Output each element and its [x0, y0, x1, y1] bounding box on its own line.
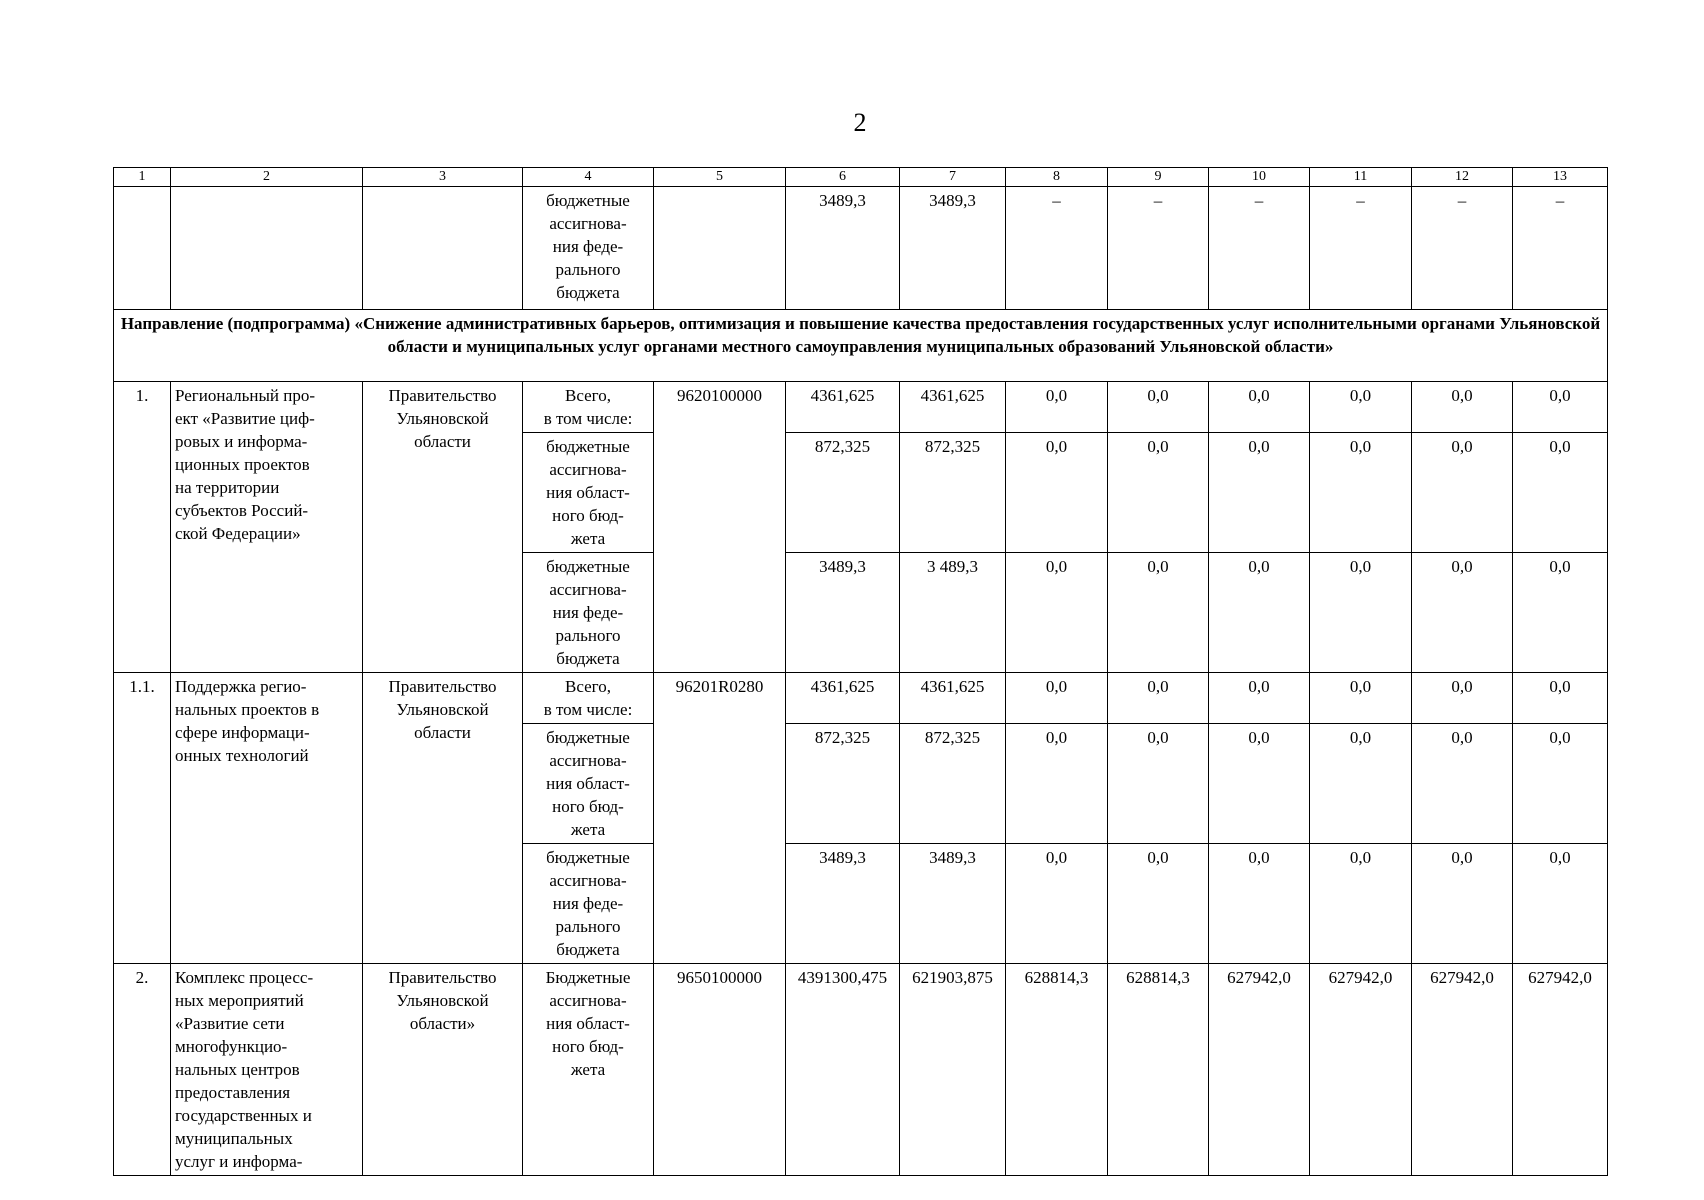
funding-source: бюджетные ассигнова- ния област- ного бюд- жета: [523, 724, 654, 844]
value-cell: 0,0: [1108, 673, 1209, 724]
table-row: [114, 187, 1608, 310]
value-cell: 0,0: [1310, 382, 1412, 433]
value-cell: 0,0: [1006, 673, 1108, 724]
value-cell: 0,0: [1513, 382, 1608, 433]
empty-cell: [171, 187, 363, 310]
value-cell: 4361,625: [900, 382, 1006, 433]
funding-source: бюджетные ассигнова- ния област- ного бюд- жета: [523, 433, 654, 553]
value-cell: 0,0: [1310, 433, 1412, 553]
value-cell: 628814,3: [1006, 964, 1108, 1176]
row-number: 1.: [114, 382, 171, 673]
value-cell: 0,0: [1108, 433, 1209, 553]
item-name: Комплекс процесс- ных мероприятий «Развитие сети многофункцио- нальных центров предоставления государственных и муниципальных услуг и информа-: [171, 964, 363, 1176]
value-cell: 872,325: [900, 433, 1006, 553]
value-cell: 0,0: [1513, 673, 1608, 724]
column-header: 12: [1412, 168, 1513, 187]
value-cell: 0,0: [1108, 724, 1209, 844]
value-cell: 0,0: [1412, 673, 1513, 724]
section-row: [114, 310, 1608, 382]
value-cell: 3489,3: [786, 844, 900, 964]
column-header: 7: [900, 168, 1006, 187]
value-cell: 4391300,475: [786, 964, 900, 1176]
value-cell: 4361,625: [900, 673, 1006, 724]
column-numbers-row: [114, 168, 1608, 187]
executor: Правительство Ульяновской области»: [363, 964, 523, 1176]
value-cell: –: [1006, 187, 1108, 310]
value-cell: 627942,0: [1513, 964, 1608, 1176]
value-cell: 0,0: [1006, 844, 1108, 964]
value-cell: 0,0: [1513, 724, 1608, 844]
value-cell: 0,0: [1209, 673, 1310, 724]
funding-source: Всего, в том числе:: [523, 382, 654, 433]
value-cell: 0,0: [1209, 433, 1310, 553]
value-cell: 0,0: [1209, 553, 1310, 673]
value-cell: 3489,3: [900, 187, 1006, 310]
value-cell: 0,0: [1006, 553, 1108, 673]
value-cell: –: [1310, 187, 1412, 310]
value-cell: 4361,625: [786, 673, 900, 724]
executor: Правительство Ульяновской области: [363, 382, 523, 673]
funding-source: Бюджетные ассигнова- ния област- ного бюд- жета: [523, 964, 654, 1176]
value-cell: 872,325: [786, 433, 900, 553]
funding-source: бюджетные ассигнова- ния феде- рального бюджета: [523, 553, 654, 673]
value-cell: 3 489,3: [900, 553, 1006, 673]
value-cell: 0,0: [1310, 673, 1412, 724]
budget-code: 9650100000: [654, 964, 786, 1176]
value-cell: 0,0: [1310, 724, 1412, 844]
funding-source: бюджетные ассигнова- ния феде- рального бюджета: [523, 844, 654, 964]
column-header: 13: [1513, 168, 1608, 187]
value-cell: –: [1513, 187, 1608, 310]
value-cell: 0,0: [1412, 382, 1513, 433]
row-number: 2.: [114, 964, 171, 1176]
value-cell: 0,0: [1310, 553, 1412, 673]
value-cell: 0,0: [1006, 433, 1108, 553]
row-number: 1.1.: [114, 673, 171, 964]
empty-cell: [654, 187, 786, 310]
value-cell: 0,0: [1412, 724, 1513, 844]
value-cell: 0,0: [1209, 724, 1310, 844]
value-cell: 0,0: [1513, 433, 1608, 553]
column-header: 6: [786, 168, 900, 187]
value-cell: 627942,0: [1310, 964, 1412, 1176]
budget-table: [113, 167, 1608, 1176]
column-header: 8: [1006, 168, 1108, 187]
value-cell: 0,0: [1412, 553, 1513, 673]
value-cell: 627942,0: [1412, 964, 1513, 1176]
empty-cell: [363, 187, 523, 310]
value-cell: 0,0: [1513, 844, 1608, 964]
column-header: 2: [171, 168, 363, 187]
column-header: 5: [654, 168, 786, 187]
value-cell: 3489,3: [786, 553, 900, 673]
empty-cell: [114, 187, 171, 310]
page-number: 2: [853, 108, 867, 137]
value-cell: 872,325: [900, 724, 1006, 844]
table-row: [114, 964, 1608, 1176]
item-name: Поддержка регио- нальных проектов в сфере информаци- онных технологий: [171, 673, 363, 964]
value-cell: –: [1108, 187, 1209, 310]
column-header: 4: [523, 168, 654, 187]
section-title: Направление (подпрограмма) «Снижение административных барьеров, оптимизация и повышение качества предоставления государственных услуг исполнительными органами Ульяновской области и муниципальных услуг органами местного самоуправления муниципальных образований Ульяновской области»: [114, 310, 1608, 382]
value-cell: 0,0: [1209, 382, 1310, 433]
item-name: Региональный про- ект «Развитие циф- ровых и информа- ционных проектов на территории субъектов Россий- ской Федерации»: [171, 382, 363, 673]
column-header: 10: [1209, 168, 1310, 187]
value-cell: –: [1209, 187, 1310, 310]
value-cell: 3489,3: [786, 187, 900, 310]
value-cell: 3489,3: [900, 844, 1006, 964]
column-header: 1: [114, 168, 171, 187]
value-cell: 872,325: [786, 724, 900, 844]
budget-code: 9620100000: [654, 382, 786, 673]
value-cell: –: [1412, 187, 1513, 310]
value-cell: 0,0: [1412, 844, 1513, 964]
value-cell: 0,0: [1108, 553, 1209, 673]
value-cell: 0,0: [1412, 433, 1513, 553]
column-header: 3: [363, 168, 523, 187]
table-row: [114, 382, 1608, 433]
value-cell: 4361,625: [786, 382, 900, 433]
value-cell: 628814,3: [1108, 964, 1209, 1176]
value-cell: 621903,875: [900, 964, 1006, 1176]
value-cell: 0,0: [1513, 553, 1608, 673]
value-cell: 0,0: [1310, 844, 1412, 964]
value-cell: 0,0: [1209, 844, 1310, 964]
budget-code: 96201R0280: [654, 673, 786, 964]
funding-source: бюджетные ассигнова- ния феде- рального бюджета: [523, 187, 654, 310]
column-header: 11: [1310, 168, 1412, 187]
value-cell: 0,0: [1006, 382, 1108, 433]
column-header: 9: [1108, 168, 1209, 187]
funding-source: Всего, в том числе:: [523, 673, 654, 724]
table-row: [114, 673, 1608, 724]
executor: Правительство Ульяновской области: [363, 673, 523, 964]
value-cell: 0,0: [1108, 844, 1209, 964]
value-cell: 0,0: [1006, 724, 1108, 844]
value-cell: 0,0: [1108, 382, 1209, 433]
value-cell: 627942,0: [1209, 964, 1310, 1176]
